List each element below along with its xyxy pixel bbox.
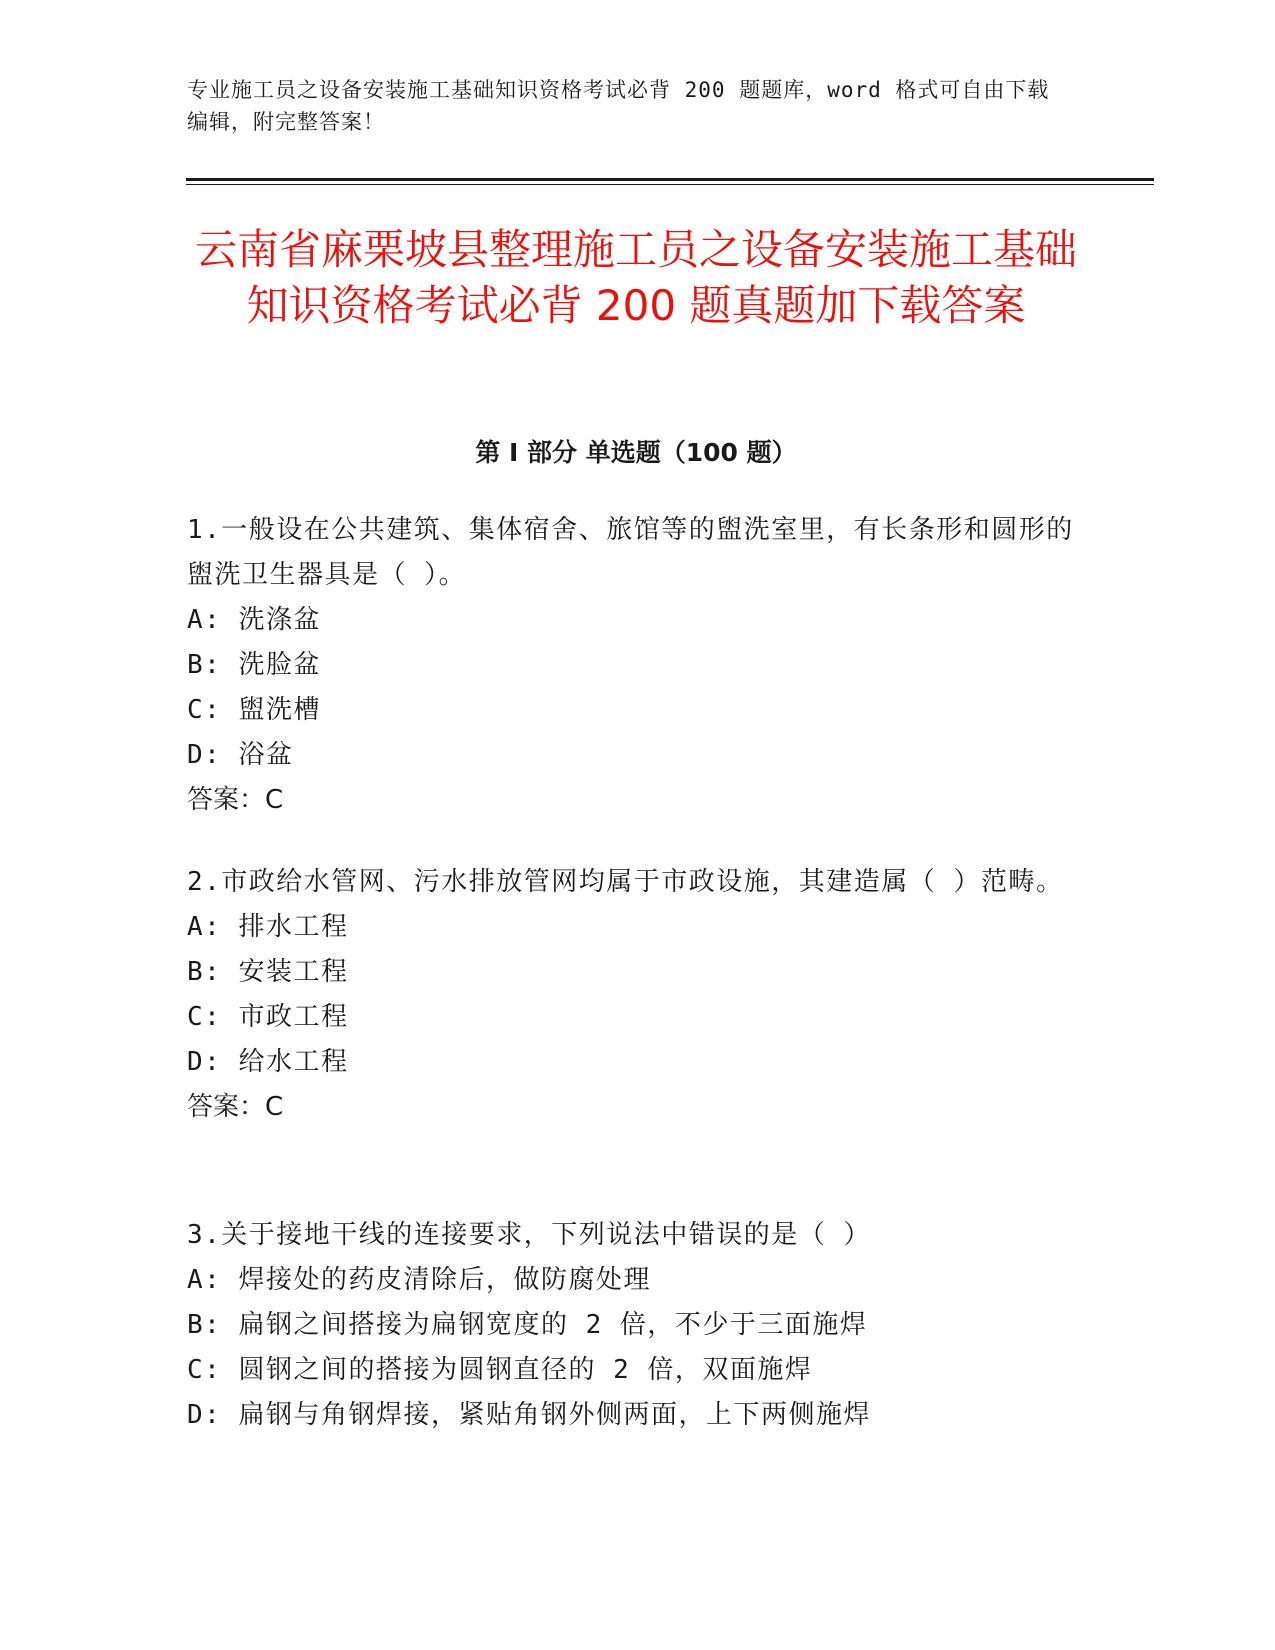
header-note: 专业施工员之设备安装施工基础知识资格考试必背 200 题题库，word 格式可自由下载编辑，附完整答案！	[187, 78, 1050, 134]
question-1	[187, 508, 1087, 823]
option-b: B: 扁钢之间搭接为扁钢宽度的 2 倍，不少于三面施焊	[187, 1310, 868, 1340]
header-divider-thick	[186, 178, 1154, 181]
answer: 答案：C	[187, 1092, 284, 1122]
option-a: A: 排水工程	[187, 912, 349, 942]
option-d: D: 浴盆	[187, 740, 294, 770]
section-title: 第 I 部分 单选题（100 题）	[475, 438, 797, 467]
option-c: C: 圆钢之间的搭接为圆钢直径的 2 倍，双面施焊	[187, 1355, 813, 1385]
question-3	[187, 1213, 1087, 1438]
option-a: A: 焊接处的药皮清除后，做防腐处理	[187, 1265, 651, 1295]
option-c: C: 市政工程	[187, 1002, 349, 1032]
option-b: B: 洗脸盆	[187, 650, 321, 680]
question-2	[187, 860, 1087, 1130]
option-c: C: 盥洗槽	[187, 695, 321, 725]
question-text: 1.一般设在公共建筑、集体宿舍、旅馆等的盥洗室里，有长条形和圆形的盥洗卫生器具是（ ）。	[187, 515, 1074, 590]
question-text: 2.市政给水管网、污水排放管网均属于市政设施，其建造属（ ）范畴。	[187, 867, 1064, 897]
option-b: B: 安装工程	[187, 957, 349, 987]
option-d: D: 扁钢与角钢焊接，紧贴角钢外侧两面，上下两侧施焊	[187, 1400, 871, 1430]
document-title: 云南省麻栗坡县整理施工员之设备安装施工基础知识资格考试必背 200 题真题加下载答案	[194, 225, 1077, 330]
question-text: 3.关于接地干线的连接要求，下列说法中错误的是（ ）	[187, 1220, 871, 1250]
answer: 答案：C	[187, 785, 284, 815]
option-d: D: 给水工程	[187, 1047, 349, 1077]
option-a: A: 洗涤盆	[187, 605, 321, 635]
header-divider-thin	[186, 184, 1154, 185]
